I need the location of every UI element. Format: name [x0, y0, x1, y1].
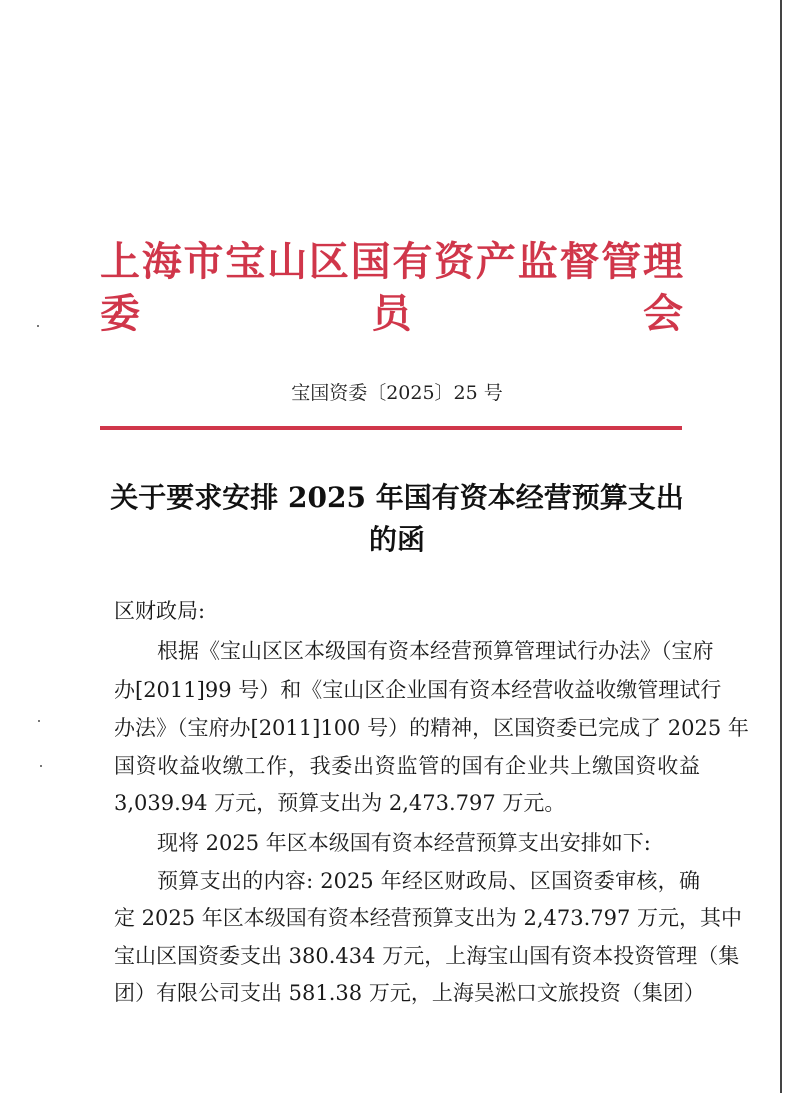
body-line: 根据《宝山区区本级国有资本经营预算管理试行办法》（宝府	[157, 639, 714, 663]
addressee: 区财政局:	[114, 599, 206, 623]
scan-edge	[780, 0, 782, 1093]
body-line: 预算支出的内容: 2025 年经区财政局、区国资委审核，确	[157, 869, 700, 893]
body-line: 3,039.94 万元，预算支出为 2,473.797 万元。	[114, 791, 566, 815]
scan-speck	[38, 720, 40, 722]
body-line: 定 2025 年区本级国有资本经营预算支出为 2,473.797 万元，其中	[114, 906, 743, 930]
body-line: 办法》（宝府办[2011]100 号）的精神，区国资委已完成了 2025 年	[114, 716, 749, 740]
scan-speck	[37, 325, 39, 327]
red-divider	[100, 426, 682, 430]
body-line: 团）有限公司支出 581.38 万元，上海吴淞口文旅投资（集团）	[114, 981, 705, 1005]
document-title-line-2: 的函	[368, 523, 425, 556]
issuing-organization: 上海市宝山区国有资产监督管理委员会	[100, 239, 682, 336]
body-line: 现将 2025 年区本级国有资本经营预算支出安排如下:	[157, 831, 651, 855]
document-number: 宝国资委〔2025〕25 号	[291, 382, 503, 404]
scan-speck	[40, 765, 42, 767]
document-title-line-1: 关于要求安排 2025 年国有资本经营预算支出	[110, 481, 684, 514]
body-line: 宝山区国资委支出 380.434 万元，上海宝山国有资本投资管理（集	[114, 944, 740, 968]
body-line: 国资收益收缴工作，我委出资监管的国有企业共上缴国资收益	[114, 754, 700, 778]
body-line: 办[2011]99 号）和《宝山区企业国有资本经营收益收缴管理试行	[114, 678, 722, 702]
